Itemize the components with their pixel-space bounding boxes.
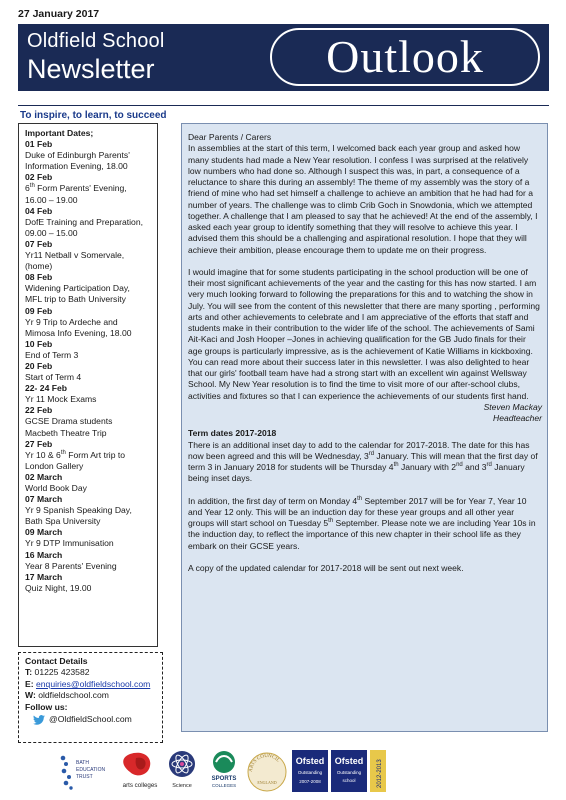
text-part: January with 2 [398,462,457,472]
sports-colleges-logo [206,750,242,792]
event-date: 20 Feb [25,360,53,371]
term-dates-heading: Term dates 2017-2018 [188,428,277,439]
accreditation-logos [58,750,553,795]
event-date: 22- 24 Feb [25,383,68,394]
event-date: 16 March [25,549,63,560]
event-text: Quiz Night, 19.00 [25,582,92,593]
event-text: Yr 9 Trip to Ardeche and [25,316,118,327]
letter-paragraph: I would imagine that for some students participating in the school production will be one of their most significant achievements of the year and the casting for this has now started. I am very much looking forward to following the preparations for this and to watching the show in July. You will see from the content of this newsletter that there are many sporting , performing arts and other achievements to celebrate and I am appreciative of the efforts that staff and students make in their contribution to the wider life of the school. The achievements of Sami Ait-Kaci and Josh Hooper –Jones in achieving qualification for the GB Judo finals for their age groups is particularly impressive, as is the achievement of Katie Williams in kickboxing. You can read more about their success later in this newsletter. I was also delighted to hear that our girls' football team have had a strong start with an excellent win against Wellsway School. My New Year resolution is to find the time to visit more of our after-school clubs, activities and fixtures so that I can experience the achievements of our students first hand. [188,266,540,401]
event-date: 01 Feb [25,139,53,150]
email-link[interactable]: enquiries@oldfieldschool.com [35,678,151,689]
signature-title: Headteacher [493,413,542,423]
text-part: In addition, the first day of term on Monday 4 [188,495,358,506]
masthead-banner [18,24,549,91]
phone-number: 01225 423582 [32,667,90,678]
text-part: September. Please note we are including Year 10s in the induction day, to reflect the importance of this new chapter in their school life as they embark on their GCSE years. [188,518,536,551]
event-item [25,139,151,172]
event-item [25,383,151,405]
issue-date: 27 January 2017 [18,8,100,20]
ofsted-title: Ofsted [334,756,364,766]
text-part: January being inset days. [188,462,525,484]
letter-salutation: Dear Parents / Carers [188,132,272,142]
ofsted-logo [331,750,367,792]
event-text: 09.00 – 15.00 [25,227,78,238]
arts-colleges-logo [116,750,164,792]
event-text: World Book Day [25,483,87,493]
bath-logo-text: EDUCATION [76,767,106,773]
event-item [25,206,151,239]
event-date: 07 Feb [25,238,53,249]
event-item [25,550,151,572]
signature-name: Steven Mackay [483,401,542,412]
tagline: To inspire, to learn, to succeed [20,110,167,121]
event-text: Yr 9 DTP Immunisation [25,538,114,549]
sports-text: SPORTS [211,776,237,782]
header-rule [18,105,549,106]
event-text: MFL trip to Bath University [25,294,126,305]
event-text: Start of Term 4 [25,372,82,383]
event-text: Yr 11 Mock Exams [25,394,97,405]
follow-us-label: Follow us: [25,701,68,712]
event-item [25,572,151,594]
ordinal-suffix: th [60,449,66,456]
bath-logo-text: TRUST [76,774,93,780]
important-dates-heading: Important Dates; [25,128,94,138]
phone-row [25,667,156,678]
paragraph-spacer [188,552,542,563]
event-text: Widening Participation Day, [25,283,130,294]
school-name: Oldfield School [27,30,165,52]
headteacher-letter [181,123,548,732]
event-text [25,183,151,194]
event-date: 22 Feb [25,405,53,416]
event-date: 10 Feb [25,338,53,349]
event-text: London Gallery [25,460,84,471]
ordinal-suffix: th [357,495,363,502]
term-dates-paragraph [188,440,542,485]
ofsted-logo [292,750,328,792]
ofsted-subtitle: Outstanding [297,770,323,775]
event-text: Information Evening, 18.00 [25,161,128,172]
contact-details-panel [18,652,163,743]
bath-logo-text: BATH [76,760,89,766]
phone-label: T: [25,667,33,678]
newsletter-label: Newsletter [27,54,155,84]
ordinal-suffix: th [328,518,334,525]
ordinal-suffix: rd [368,450,375,457]
ofsted-subtitle: Outstanding [336,770,362,775]
masthead-title-frame [270,28,540,86]
masthead-title: Outlook [326,31,484,82]
text-part: September 2017 will be for Year 7, Year 10 and Year 12 only. This will be an induction day for these year groups and all other year groups will start school on Tuesday 5 [188,495,527,528]
event-date: 04 Feb [25,205,53,216]
arts-council-logo [246,750,288,794]
event-date: 17 March [25,571,63,582]
contact-heading: Contact Details [25,656,88,666]
event-text: (home) [25,261,53,272]
event-date: 09 Feb [25,305,53,316]
event-date: 07 March [25,494,63,505]
ofsted-years: 2007-2008 [299,779,321,784]
ordinal-suffix: th [29,183,35,190]
arts-council-text: ARTS COUNCIL [248,753,281,773]
event-text: End of Term 3 [25,349,79,360]
bath-education-trust-logo [58,750,110,792]
text-part: There is an additional inset day to add to the calendar for 2017-2018. The date for this has now been agreed and this will be Wednesday, 3 [188,439,530,461]
event-item [25,439,151,472]
ofsted-extra: school [342,778,356,783]
event-text: Duke of Edinburgh Parents' [25,150,130,161]
ordinal-suffix: th [393,462,399,469]
science-text: Science [172,783,192,789]
twitter-bird-icon [33,715,45,725]
event-text: GCSE Drama students [25,416,113,427]
event-item [25,172,151,205]
website-url: oldfieldschool.com [35,690,109,701]
event-text: 16.00 – 19.00 [25,194,78,205]
event-date: 27 Feb [25,438,53,449]
event-text: DofE Training and Preparation, [25,216,143,227]
event-item [25,339,151,361]
event-item [25,361,151,383]
website-row [25,690,156,701]
event-text: Mimosa Info Evening, 18.00 [25,327,132,338]
twitter-handle[interactable]: @OldfieldSchool.com [49,714,132,725]
paragraph-spacer [188,485,542,496]
event-text: Yr11 Netball v Somervale, [25,250,125,261]
event-text-part: Yr 10 & 6 [25,449,61,460]
event-text-part: 6 [25,183,30,194]
ofsted-title: Ofsted [295,756,325,766]
event-text [25,450,151,461]
event-item [25,272,151,305]
event-date: 08 Feb [25,272,53,283]
event-text: Year 8 Parents' Evening [25,560,117,571]
sports-text: COLLEGES [211,783,237,788]
important-dates-panel [18,123,158,647]
arts-council-text: ENGLAND [257,780,277,785]
ordinal-suffix: rd [486,462,492,469]
event-text-part: Form Parents' Evening, [34,183,127,194]
twitter-row [25,714,156,725]
website-label: W: [25,690,36,701]
event-item [25,527,151,549]
science-college-logo [166,750,202,792]
event-text-part: Form Art trip to [65,449,126,460]
letter-paragraph: In assemblies at the start of this term, I welcomed back each year group and asked how many students had made a New Year resolution. I confess I was surprised at the relatively low numbers who had done so. Although I suspect this was, in part, a consequence of a reluctance to share this during an assembly! The theme of my assembly was the story of a friend of mine who had set himself a challenge to achieve an ambition that he had had for a number of years. The challenge was to climb Crib Goch in Snowdonia, which we attempted together. A challenge that I am pleased to say that he achieved! At the end of the assembly, I asked each year group to identify something that they will resolve to achieve this year. I advised them this should be a challenging and aspirational resolution. I hope that they will achieve their ambition, please encourage them to update me on their progress. [188,143,538,255]
event-item [25,494,151,527]
event-item [25,472,151,494]
event-date: 02 March [25,471,63,482]
term-dates-paragraph [188,496,542,552]
text-part: and 3 [462,462,487,472]
year-badge-text: 2012-2013 [377,759,383,788]
event-item [25,306,151,339]
event-date: 02 Feb [25,172,53,183]
event-text: Yr 9 Spanish Speaking Day, [25,505,132,516]
event-item [25,405,151,438]
year-badge-logo [370,750,386,792]
text-part: January. This will mean that the first day of term 3 in January 2018 for students will be Thursday 4 [188,450,538,472]
event-item [25,239,151,272]
term-dates-paragraph: A copy of the updated calendar for 2017-2018 will be sent out next week. [188,562,464,573]
arts-colleges-text: arts colleges [122,782,158,789]
event-text: Bath Spa University [25,516,101,527]
email-row [25,679,156,690]
paragraph-spacer [188,256,542,267]
email-label: E: [25,678,34,689]
ordinal-suffix: nd [456,462,463,469]
event-text: Macbeth Theatre Trip [25,427,107,438]
event-date: 09 March [25,527,63,538]
